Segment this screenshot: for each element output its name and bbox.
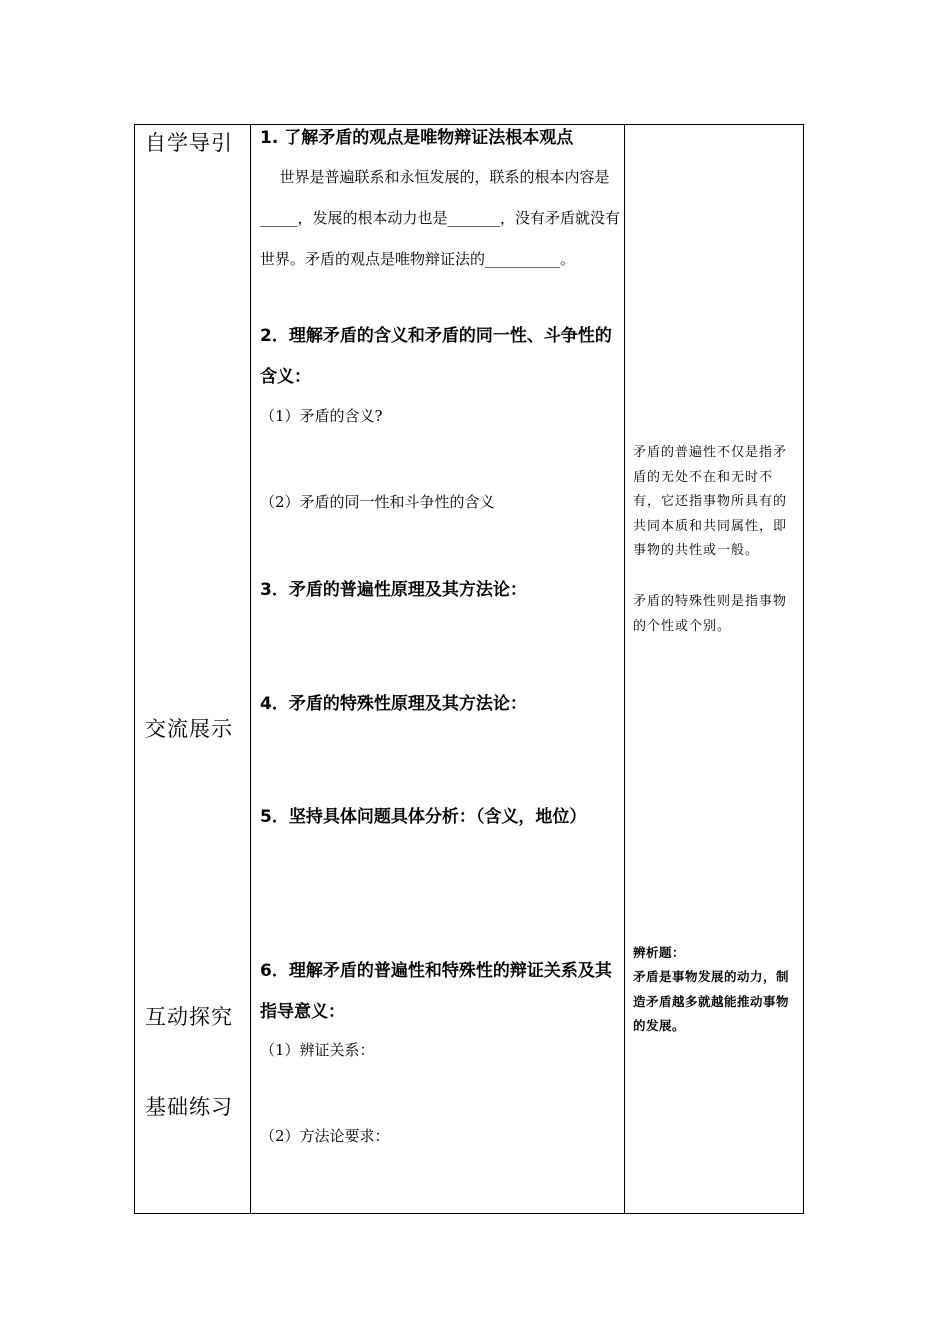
section-4-heading: 4．矛盾的特殊性原理及其方法论：	[260, 694, 527, 714]
section-6-item-2: （2）方法论要求：	[260, 1127, 390, 1145]
label-self-study: 自学导引	[145, 131, 233, 155]
column-divider-right	[624, 125, 625, 1213]
section-2-item-2: （2）矛盾的同一性和斗争性的含义	[260, 493, 495, 511]
section-5-heading: 5．坚持具体问题具体分析：（含义，地位）	[260, 807, 587, 827]
note-discrimination-title: 辨析题：	[633, 945, 686, 960]
label-interactive: 互动探究	[145, 1005, 233, 1029]
column-divider-left	[250, 125, 251, 1213]
section-1-heading: 1. 了解矛盾的观点是唯物辩证法根本观点	[260, 128, 574, 148]
section-2-item-1: （1）矛盾的含义?	[260, 407, 383, 425]
section-3-heading: 3．矛盾的普遍性原理及其方法论：	[260, 580, 527, 600]
note-universality: 矛盾的普遍性不仅是指矛盾的无处不在和无时不有，它还指事物所具有的共同本质和共同属性，即事物的共性或一般。	[633, 445, 788, 558]
label-exchange: 交流展示	[145, 717, 233, 741]
section-1-body: 世界是普遍联系和永恒发展的，联系的根本内容是_____，发展的根本动力也是_______，没有矛盾就没有世界。矛盾的观点是唯物辩证法的__________。	[260, 168, 621, 268]
study-table	[134, 124, 804, 1214]
section-6-heading: 6．理解矛盾的普遍性和特殊性的辩证关系及其指导意义：	[260, 961, 612, 1022]
section-2-heading: 2．理解矛盾的含义和矛盾的同一性、斗争性的含义：	[260, 326, 612, 387]
note-discrimination-body: 矛盾是事物发展的动力，制造矛盾越多就越能推动事物的发展。	[633, 969, 790, 1033]
section-6-item-1: （1）辨证关系：	[260, 1041, 375, 1059]
note-particularity: 矛盾的特殊性则是指事物的个性或个别。	[633, 594, 788, 634]
label-practice: 基础练习	[145, 1095, 233, 1119]
